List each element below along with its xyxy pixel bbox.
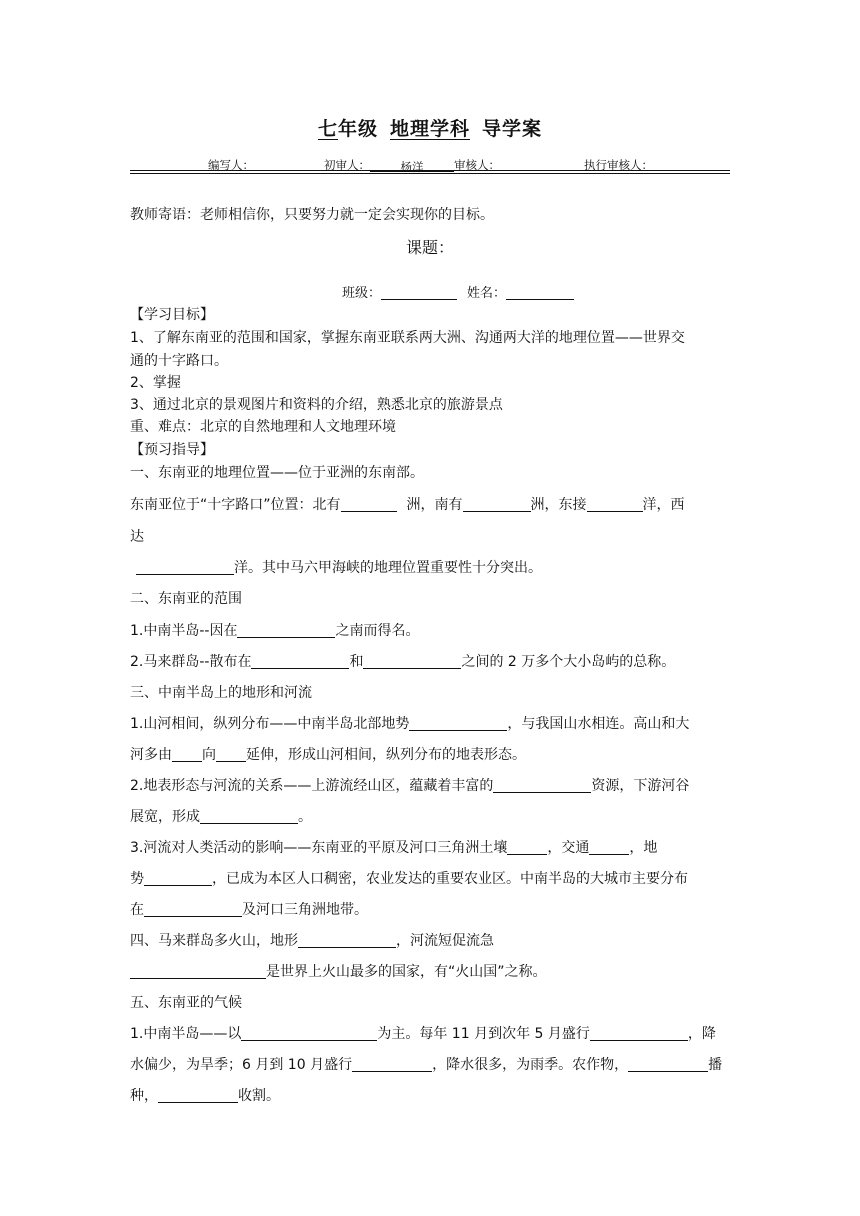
text-fragment: ，交通 <box>547 840 590 856</box>
wet-wind-blank[interactable] <box>352 1056 432 1072</box>
text-fragment: ，降 <box>687 1026 716 1042</box>
terrain-blank[interactable] <box>409 715 507 731</box>
class-name-line <box>130 282 730 301</box>
section-3-line-6 <box>130 868 730 888</box>
text-fragment: 在 <box>130 902 144 918</box>
grade-suffix: 年级 <box>337 118 378 140</box>
text-fragment: 2.马来群岛--散布在 <box>130 654 252 670</box>
goals-heading: 【学习目标】 <box>130 307 214 323</box>
section-5-heading: 五、东南亚的气候 <box>130 995 242 1011</box>
section-4-heading <box>130 930 730 950</box>
section-1-line-1 <box>130 494 730 514</box>
text-fragment: ，河流短促流急 <box>396 933 494 949</box>
south-continent-blank[interactable] <box>463 496 531 512</box>
transport-blank[interactable] <box>589 839 629 855</box>
grade-value: 七 <box>317 118 338 140</box>
class-label: 班级： <box>342 286 382 301</box>
first-review-name: 杨洋 <box>400 160 424 174</box>
harvest-season-blank[interactable] <box>158 1087 238 1103</box>
text-fragment: ，已成为本区人口稠密，农业发达的重要农业区。中南半岛的大城市主要分布 <box>212 871 688 887</box>
goal-1-line-2: 通的十字路口。 <box>130 353 228 369</box>
ocean-a-blank[interactable] <box>251 653 349 669</box>
text-fragment: 1.中南半岛--因在 <box>130 623 238 639</box>
name-field[interactable] <box>506 284 574 300</box>
section-2-line-2 <box>130 651 730 671</box>
north-continent-blank[interactable] <box>341 496 397 512</box>
teacher-message: 教师寄语：老师相信你，只要努力就一定会实现你的目标。 <box>130 207 494 223</box>
text-fragment: 。 <box>298 809 312 825</box>
class-field[interactable] <box>381 284 457 300</box>
plain-blank[interactable] <box>200 808 298 824</box>
text-fragment: 为主。每年 11 月到次年 5 月盛行 <box>377 1026 590 1042</box>
first-review-label: 初审人： <box>324 158 370 172</box>
exec-review-label: 执行审核人： <box>584 158 653 172</box>
goal-2: 2、掌握 <box>130 375 181 391</box>
section-5-line-3 <box>130 1085 730 1105</box>
text-fragment: ，地 <box>629 840 658 856</box>
direction-from-blank[interactable] <box>172 746 202 762</box>
text-fragment: 3.河流对人类活动的影响——东南亚的平原及河口三角洲土壤 <box>130 840 508 856</box>
text-fragment: 水偏少，为旱季；6 月到 10 月盛行 <box>130 1057 353 1073</box>
text-fragment: 势 <box>130 871 144 887</box>
dry-wind-blank[interactable] <box>590 1025 688 1041</box>
key-points: 重、难点：北京的自然地理和人文地理环境 <box>130 419 396 435</box>
section-3-line-5 <box>130 837 730 857</box>
text-fragment: 洲，南有 <box>406 497 463 513</box>
west-ocean-blank[interactable] <box>136 559 234 575</box>
text-fragment: 之南而得名。 <box>335 623 420 639</box>
reviewer-label: 审核人： <box>454 158 500 172</box>
text-fragment: 播 <box>708 1057 723 1073</box>
section-1-heading: 一、东南亚的地理位置——位于亚洲的东南部。 <box>130 465 424 481</box>
section-3-line-2 <box>130 744 730 764</box>
text-fragment: ，与我国山水相连。高山和大 <box>507 716 690 732</box>
section-2-line-1 <box>130 620 730 640</box>
text-fragment: 和 <box>349 654 364 670</box>
text-fragment: 洋。其中马六甲海峡的地理位置重要性十分突出。 <box>234 560 542 576</box>
text-fragment: 河多由 <box>130 747 172 763</box>
doc-type: 导学案 <box>482 118 543 140</box>
section-3-line-3 <box>130 775 730 795</box>
text-fragment: 四、马来群岛多火山，地形 <box>130 933 298 949</box>
east-ocean-blank[interactable] <box>587 496 643 512</box>
ocean-b-blank[interactable] <box>363 653 461 669</box>
section-2-heading: 二、东南亚的范围 <box>130 591 242 607</box>
text-fragment: 东南亚位于“十字路口”位置：北有 <box>130 497 341 513</box>
text-fragment: 1.山河相间，纵列分布——中南半岛北部地势 <box>130 716 410 732</box>
section-4-line-1 <box>130 961 730 981</box>
section-1-line-3 <box>130 557 730 577</box>
text-fragment: 延伸，形成山河相间，纵列分布的地表形态。 <box>246 747 526 763</box>
text-fragment: 2.地表形态与河流的关系——上游流经山区，蕴藏着丰富的 <box>130 778 494 794</box>
text-fragment: 洋，西 <box>642 497 685 513</box>
subject-name: 地理学科 <box>390 118 471 140</box>
volcano-country-blank[interactable] <box>130 963 266 979</box>
section-3-line-7 <box>130 899 730 919</box>
text-fragment: 资源，下游河谷 <box>591 778 690 794</box>
section-3-line-1 <box>130 713 730 733</box>
goal-1-line-1: 1、了解东南亚的范围和国家，掌握东南亚联系两大洲、沟通两大洋的地理位置——世界交 <box>130 330 685 346</box>
text-fragment: 及河口三角洲地带。 <box>242 902 368 918</box>
soil-blank[interactable] <box>507 839 547 855</box>
text-fragment: 向 <box>202 747 216 763</box>
page-title <box>0 114 860 141</box>
guide-heading: 【预习指导】 <box>130 442 214 458</box>
header-rule-bottom <box>130 173 730 174</box>
sowing-season-blank[interactable] <box>628 1056 708 1072</box>
indochina-blank[interactable] <box>237 622 335 638</box>
text-fragment: ，降水很多，为雨季。农作物， <box>432 1057 629 1073</box>
text-fragment: 是世界上火山最多的国家，有“火山国”之称。 <box>266 964 547 980</box>
text-fragment: 种， <box>130 1088 158 1104</box>
island-terrain-blank[interactable] <box>298 932 396 948</box>
relief-blank[interactable] <box>144 870 212 886</box>
name-label: 姓名： <box>467 286 507 301</box>
section-3-heading: 三、中南半岛上的地形和河流 <box>130 685 312 701</box>
text-fragment: 收割。 <box>238 1088 280 1104</box>
climate-type-blank[interactable] <box>241 1025 377 1041</box>
text-fragment: 洲，东接 <box>530 497 587 513</box>
text-fragment: 之间的 2 万多个大小岛屿的总称。 <box>461 654 676 670</box>
header-rule-top <box>130 170 730 171</box>
text-fragment: 1.中南半岛——以 <box>130 1026 242 1042</box>
goal-3: 3、通过北京的景观图片和资料的介绍，熟悉北京的旅游景点 <box>130 397 503 413</box>
direction-to-blank[interactable] <box>216 746 246 762</box>
topic-label: 课题： <box>405 238 454 257</box>
section-1-line-2: 达 <box>130 529 144 545</box>
city-location-blank[interactable] <box>144 901 242 917</box>
text-fragment: 展宽，形成 <box>130 809 200 825</box>
section-5-line-1 <box>130 1023 730 1043</box>
section-5-line-2 <box>130 1054 730 1074</box>
resource-blank[interactable] <box>493 777 591 793</box>
writer-label: 编写人： <box>208 158 254 172</box>
section-3-line-4 <box>130 806 730 826</box>
